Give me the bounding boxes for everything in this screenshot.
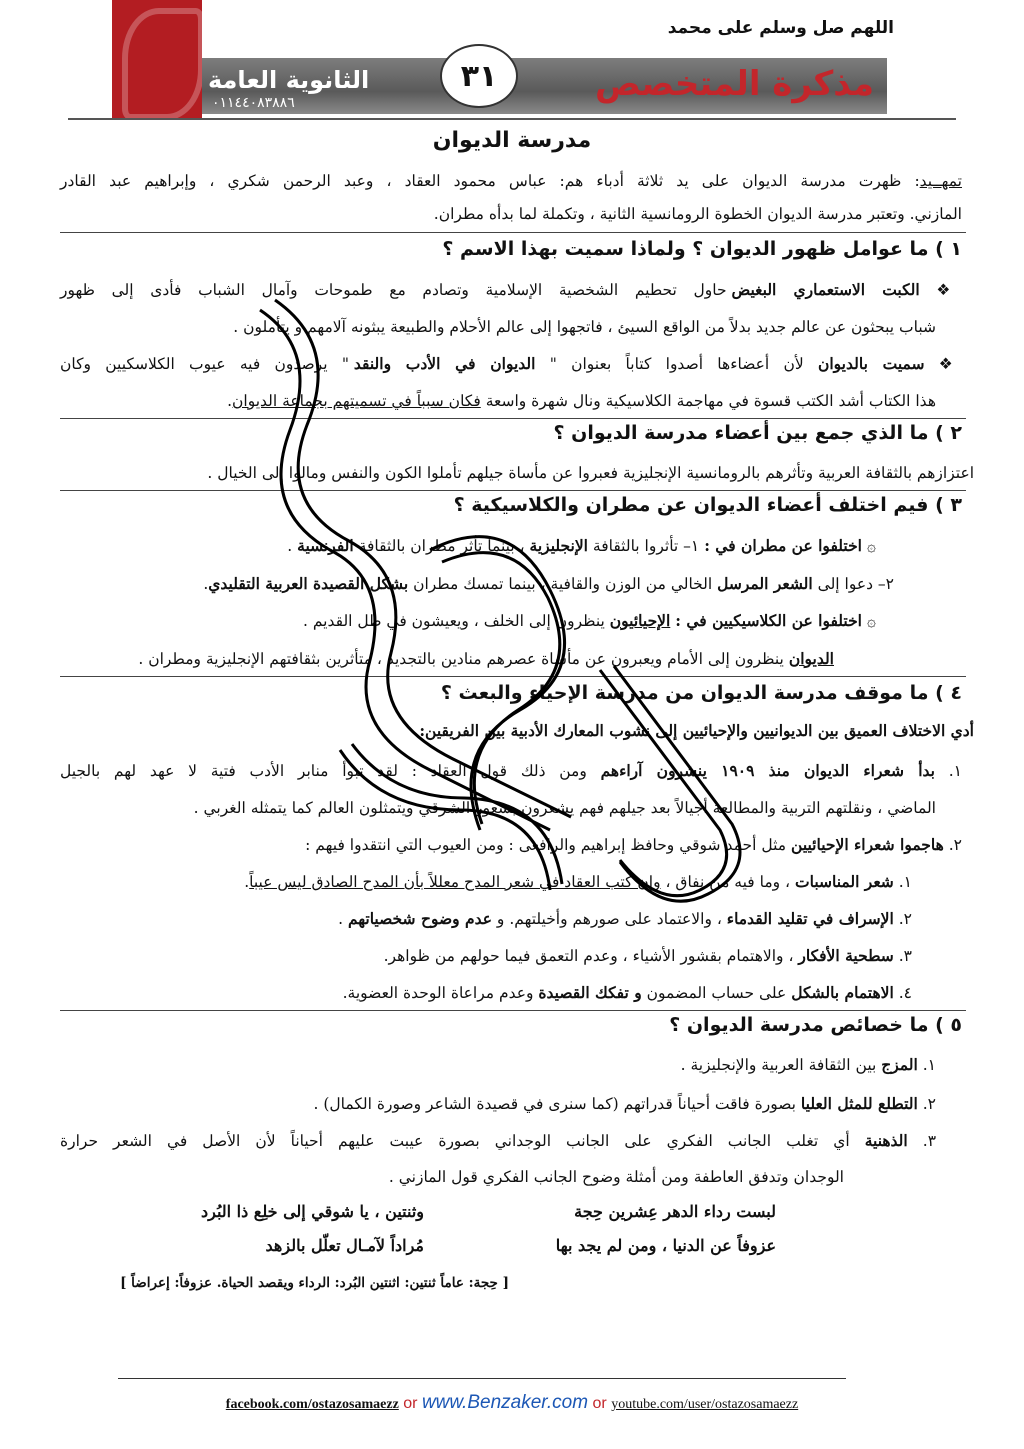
- intro-line-2: المازني. وتعتبر مدرسة الديوان الخطوة الرومانسية الثانية ، وتكملة لما بدأه مطران.: [433, 205, 962, 223]
- q4-item2: [60, 834, 962, 856]
- q4-item1-line2: الماضي ، ونقلتهم التربية والمطالعة أجيالاً بعد جيلهم فهم يشعرون بشعور الشرقي ويتمثلون العالم كما يتمثله الغربي .: [193, 799, 936, 817]
- section-divider: [60, 1010, 966, 1011]
- header-logo-decoration: [112, 0, 202, 118]
- q1-point2-bold: سميت بالديوان: [817, 354, 925, 373]
- intro-label: تمهــيد: [919, 172, 962, 190]
- q1-number: ١: [950, 238, 962, 260]
- q3-a1-text1: ١– تأثروا بالثقافة: [587, 537, 705, 555]
- q4-item1-number: ١.: [948, 762, 962, 780]
- page-number: [440, 44, 518, 108]
- q1-point2-end: .: [227, 392, 232, 410]
- q1-point2-line2: [60, 390, 936, 412]
- facebook-link[interactable]: facebook.com/ostazosamaezz: [225, 1397, 399, 1412]
- q4-item1-text: ومن ذلك قول العقاد : لقد تبوأ منابر الأدب فتية لا عهد لهم بالجيل: [60, 762, 601, 780]
- q1-point1-text: حاول تحطيم الشخصية الإسلامية وتصادم مع طموحات وآمال الشباب فأدى إلى ظهور: [60, 281, 732, 299]
- q3-a1-text2: ، بينما تأثر مطران بالثقافة: [353, 537, 530, 555]
- q3-a4-underlined: الديوان: [788, 649, 834, 668]
- q5-char2: [60, 1093, 936, 1115]
- q2-heading: ٢ ) ما الذي جمع بين أعضاء مدرسة الديوان ؟: [553, 422, 962, 444]
- q4-sub3-text: ، والاهتمام بقشور الأشياء ، وعدم التعمق فيما حولهم من ظواهر.: [383, 947, 799, 965]
- q5-heading-text: ما خصائص مدرسة الديوان ؟: [669, 1014, 929, 1036]
- q3-number: ٣: [950, 494, 962, 516]
- q4-item2-text: مثل أحمد شوقي وحافظ إبراهيم والرافعى : ومن العيوب التي انتقدوا فيهم :: [305, 836, 792, 854]
- q3-a1-end: .: [287, 537, 298, 555]
- section-divider: [60, 232, 966, 233]
- brand-name: مذكرة المتخصص: [594, 64, 874, 104]
- q5-char3-bold: الذهنية: [864, 1131, 908, 1150]
- q1-point2-text-b: " يرصدون فيه عيوب الكلاسكيين وكان: [60, 355, 354, 373]
- q4-sub2-end: .: [338, 910, 348, 928]
- intro-line-1: [60, 170, 962, 192]
- q4-sub2-number: ٢.: [898, 910, 912, 928]
- q4-sub1-number: ١.: [898, 873, 912, 891]
- q5-char2-text: بصورة فاقت أحياناً قدراتهم (كما سنرى في قصيدة الشاعر وصورة الكمال) .: [313, 1095, 801, 1113]
- q3-answer-1: ۞ اختلفوا عن مطران في : ١– تأثروا بالثقافة الإنجليزية ، بينما تأثر مطران بالثقافة الفرنسية .: [287, 536, 876, 555]
- footer-divider: [118, 1378, 846, 1379]
- q4-sub3-number: ٣.: [898, 947, 912, 965]
- footer-or-1: or: [403, 1395, 418, 1412]
- q4-sub2: [60, 908, 912, 930]
- q4-sub1: [60, 871, 912, 893]
- page-number-text: ٣١: [460, 58, 498, 94]
- q4-lead: أدي الاختلاف العميق بين الديوانيين والإحيائيين إلى نشوب المعارك الأدبية بين الفريقين:: [419, 721, 974, 740]
- q4-sub4-bold2: و تفكك القصيدة: [538, 983, 642, 1002]
- q3-a2-text2: الخالي من الوزن والقافية ، بينما تمسك مطران: [408, 575, 718, 593]
- q3-answer-3: ۞ اختلفوا عن الكلاسيكيين في : الإحيائيون ينظرون إلى الخلف ، ويعيشون في ظل القديم .: [303, 611, 876, 630]
- q4-sub4-bold: الاهتمام بالشكل: [791, 983, 894, 1002]
- section-divider: [60, 418, 966, 419]
- q3-a2-text1: ٢– دعوا إلى: [812, 575, 894, 593]
- q4-heading-text: ما موقف مدرسة الديوان من مدرسة الإحياء والبعث ؟: [440, 682, 929, 704]
- q2-answer: اعتزازهم بالثقافة العربية وتأثرهم بالرومانسية الإنجليزية فعبروا عن مأساة جيلهم تأملوا الكون والنفس ومالوا إلى الخيال .: [207, 464, 974, 482]
- q5-char3-line1: [60, 1130, 936, 1152]
- q5-char3-text: أي تغلب الجانب الفكري على الجانب الوجداني بصورة عيبت عليهم أحياناً لأن الأصل في الشعر حرارة: [60, 1132, 865, 1150]
- q1-point1-line2: شباب يبحثون عن عالم جديد بدلاً من الواقع السيئ ، فاتجهوا إلى عالم الأحلام والطبيعة يبثونه آلامهم و يتأملون .: [233, 318, 936, 336]
- q3-a1-bold: اختلفوا عن مطران في :: [704, 536, 862, 555]
- q3-a3-text: ينظرون إلى الخلف ، ويعيشون في ظل القديم .: [303, 612, 610, 630]
- page-title: مدرسة الديوان: [432, 128, 592, 153]
- q3-a3-bold: اختلفوا عن الكلاسيكيين في :: [675, 611, 862, 630]
- q1-point1-bold: الكبت الاستعماري البغيض: [731, 280, 920, 299]
- q4-sub2-bold2: عدم وضوح شخصياتهم: [347, 909, 492, 928]
- q5-char2-bold: التطلع للمثل العليا: [800, 1094, 918, 1113]
- q5-char1-text: بين الثقافة العربية والإنجليزية .: [680, 1056, 882, 1074]
- q4-item2-bold: هاجموا شعراء الإحيائيين: [791, 835, 944, 854]
- q5-number: ٥: [950, 1014, 962, 1036]
- q3-heading-text: فيم اختلف أعضاء الديوان عن مطران والكلاسيكية ؟: [453, 494, 929, 516]
- q4-sub3: [60, 945, 912, 967]
- q3-a1-bold2: الإنجليزية: [529, 536, 588, 555]
- stage-label: الثانوية العامة: [208, 66, 370, 94]
- q5-char1-bold: المزج: [881, 1055, 918, 1074]
- q1-heading: ١ ) ما عوامل ظهور الديوان ؟ ولماذا سميت بهذا الاسم ؟: [442, 238, 962, 260]
- poem-verse-1-second: وثنتين ، يا شوقي إلى خلِع ذا البُرد: [200, 1202, 424, 1221]
- section-divider: [60, 490, 966, 491]
- q1-heading-text: ما عوامل ظهور الديوان ؟ ولماذا سميت بهذا الاسم ؟: [442, 238, 929, 260]
- q5-char3-number: ٣.: [922, 1132, 937, 1150]
- q3-a3-underlined: الإحيائيون: [609, 611, 671, 630]
- q5-char3-line2: الوجدان وتدفق العاطفة ومن أمثلة وضوح الجانب الفكري قول المازني .: [388, 1168, 844, 1186]
- q1-point2-text-a: لأن أعضاءها أصدوا كتاباً بعنوان ": [535, 355, 818, 373]
- q4-sub1-end: .: [244, 873, 250, 891]
- website-link[interactable]: www.Benzaker.com: [421, 1392, 589, 1413]
- q3-answer-2: [60, 573, 894, 595]
- poem-verse-2-first: عزوفاً عن الدنيا ، ومن لم يجد بها: [555, 1236, 776, 1255]
- q3-a2-bold2: بشكل القصيدة العربية التقليدي: [208, 574, 409, 593]
- q4-sub3-bold: سطحية الأفكار: [798, 946, 894, 965]
- q4-sub1-underlined: وإن كتب العقاد في شعر المدح معللاً بأن المدح الصادق ليس عيباً: [249, 873, 661, 891]
- poem-glossary: [ حِجة: عاماً ثنتين: اثنتين البُرد: الرداء ويقصد الحياة. عزوفاً: إعراضاً ]: [120, 1275, 509, 1291]
- q4-sub2-text: ، والاعتماد على صورهم وأخيلتهم. و: [491, 910, 727, 928]
- q5-char1-number: ١.: [922, 1056, 936, 1074]
- q1-point2-underlined: فكان سبباً في تسميتهم بجماعة الديوان: [232, 392, 481, 410]
- q4-sub1-bold: شعر المناسبات: [795, 872, 894, 891]
- q4-sub4-text: على حساب المضمون: [641, 984, 792, 1002]
- poem-verse-1-first: لبست رداء الدهر عِشرين حِجة: [574, 1202, 776, 1221]
- q4-sub4-number: ٤.: [898, 984, 912, 1002]
- q4-sub2-bold: الإسراف في تقليد القدماء: [726, 909, 894, 928]
- poem-verse-2-second: مُراداً لآمـال تعلّل بالزهد: [265, 1236, 424, 1255]
- q3-answer-4: [60, 648, 834, 670]
- q4-sub4: [60, 982, 912, 1004]
- phone-number: ٠١١٤٤٠٨٣٨٨٦: [212, 95, 295, 111]
- q3-a2-bold1: الشعر المرسل: [717, 574, 813, 593]
- q4-sub4-end: وعدم مراعاة الوحدة العضوية.: [342, 984, 539, 1002]
- q5-heading: ٥ ) ما خصائص مدرسة الديوان ؟: [669, 1014, 962, 1036]
- q2-number: ٢: [950, 422, 962, 444]
- q3-heading: ٣ ) فيم اختلف أعضاء الديوان عن مطران والكلاسيكية ؟: [453, 494, 962, 516]
- q4-item1-bold: بدأ شعراء الديوان منذ ١٩٠٩ ينشرون آراءهم: [600, 761, 935, 780]
- q3-a2-end: .: [203, 575, 209, 593]
- q2-heading-text: ما الذي جمع بين أعضاء مدرسة الديوان ؟: [553, 422, 929, 444]
- q4-item2-number: ٢.: [948, 836, 962, 854]
- footer-or-2: or: [592, 1395, 607, 1412]
- q3-a1-bold3: الفرنسية: [297, 536, 354, 555]
- q5-char1: [60, 1054, 936, 1076]
- q1-point2-text-c: هذا الكتاب أشد الكتب قسوة في مهاجمة الكلاسيكية ونال شهرة واسعة: [480, 392, 936, 410]
- q4-heading: ٤ ) ما موقف مدرسة الديوان من مدرسة الإحياء والبعث ؟: [440, 682, 962, 704]
- q3-a4-text: ينظرون إلى الأمام ويعبرون عن مأساة عصرهم منادين بالتجديد ، متأثرين بثقافتهم الإنجليزية ومطران .: [138, 650, 789, 668]
- header-dua: اللهم صل وسلم على محمد: [667, 18, 894, 38]
- youtube-link[interactable]: youtube.com/user/ostazosamaezz: [611, 1397, 799, 1412]
- q4-item1-line1: [60, 760, 962, 782]
- q4-number: ٤: [950, 682, 962, 704]
- q1-point1-line1: ❖ الكبت الاستعماري البغيض حاول تحطيم الشخصية الإسلامية وتصادم مع طموحات وآمال الشباب فأدى إلى ظهور: [60, 280, 962, 299]
- q1-point2-line1: ❖ سميت بالديوان لأن أعضاءها أصدوا كتاباً بعنوان " الديوان في الأدب والنقد " يرصدون فيه عيوب الكلاسكيين وكان: [60, 354, 962, 373]
- header-divider: [68, 118, 956, 120]
- q1-book-title: الديوان في الأدب والنقد: [353, 354, 536, 373]
- section-divider: [60, 676, 966, 677]
- q4-sub1-text: ، وما فيه من نفاق ،: [660, 873, 795, 891]
- footer-links: [0, 1392, 1024, 1414]
- intro-text-1: : ظهرت مدرسة الديوان على يد ثلاثة أدباء هم: عباس محمود العقاد ، وعبد الرحمن شكري ، وإبراهيم عبد القادر: [60, 172, 920, 190]
- q5-char2-number: ٢.: [922, 1095, 936, 1113]
